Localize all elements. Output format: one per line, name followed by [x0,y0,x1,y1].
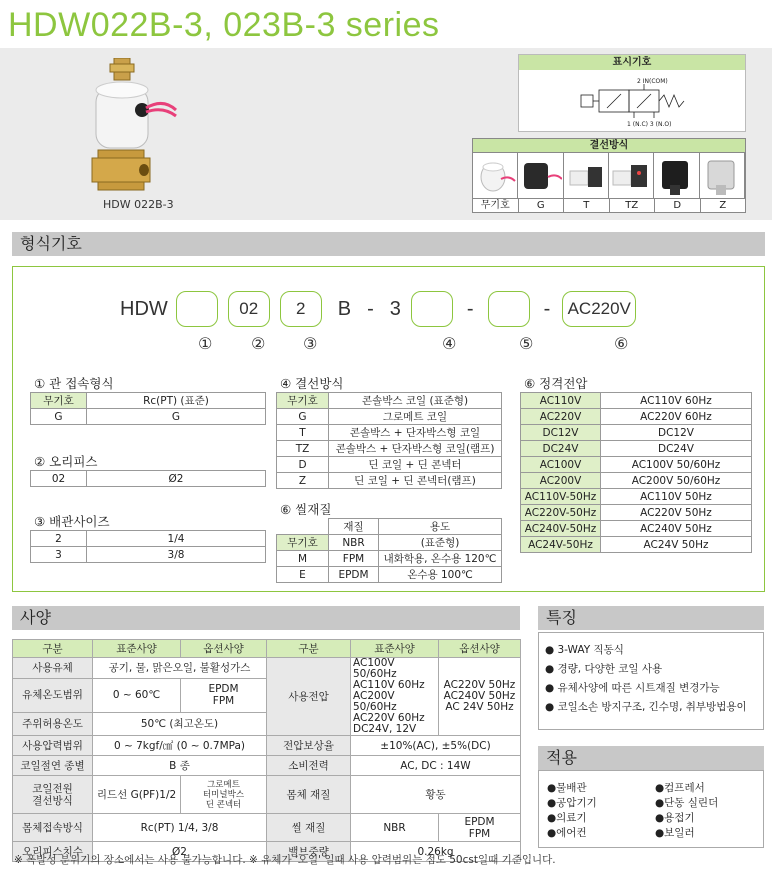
table-cell: 3 [31,547,87,563]
model-section-header: 형식기호 [12,232,765,256]
table-cell: Rc(PT) (표준) [87,393,266,409]
code-box-2: 02 [228,291,270,327]
table-cell: EPDM [329,567,379,583]
feature-item: ● 유체사양에 따른 시트재질 변경가능 [545,682,720,694]
table-cell: Ø2 [87,471,266,487]
table-cell: 온수용 100℃ [379,567,502,583]
connection-title: ① 관 접속형식 [34,376,114,391]
table-cell: AC220V 50Hz [601,505,752,521]
table-cell: 콘솔박스 + 단자박스형 코일 [329,425,502,441]
spec-value-cell: Rc(PT) 1/4, 3/8 [93,814,267,842]
application-item: ●컴프레서 [655,782,705,794]
table-cell: AC220V 60Hz [601,409,752,425]
table-cell: 무기호 [31,393,87,409]
code-box-3: 2 [280,291,322,327]
applications-box [538,770,764,848]
table-cell: M [277,551,329,567]
application-item: ●에어컨 [547,827,587,839]
wiring-method-title: ④ 결선방식 [280,376,344,391]
table-cell: 3/8 [87,547,266,563]
table-cell: (표준형) [379,535,502,551]
code-b: B [337,297,352,320]
table-cell: AC220V-50Hz [521,505,601,521]
table-cell: FPM [329,551,379,567]
table-cell: DC24V [521,441,601,457]
spec-value-cell: AC220V 50Hz AC240V 50Hz AC 24V 50Hz [439,658,521,736]
wiring-label: T [564,199,610,212]
wiring-image-tz [609,153,654,198]
spec-label-cell: 유체온도범위 [13,678,93,712]
model-code [120,290,636,328]
table-cell: AC240V-50Hz [521,521,601,537]
wiring-method-table [276,392,502,489]
spec-value-cell: NBR [351,814,439,842]
table-cell: 딘 코일 + 딘 콘넥터(램프) [329,473,502,489]
table-cell: G [87,409,266,425]
code-box-5 [488,291,530,327]
code-dash: - [367,297,374,320]
wiring-label: 무기호 [473,199,519,212]
symbol-label-top: 2 IN(COM) [637,78,668,85]
spec-label-cell: 전압보상율 [267,736,351,756]
wiring-image-g [518,153,563,198]
table-cell: AC24V-50Hz [521,537,601,553]
code-number: ⑥ [614,334,629,353]
table-cell: D [277,457,329,473]
code-box-6: AC220V [562,291,636,327]
spec-section-header: 사양 [12,606,520,630]
voltage-title: ⑥ 정격전압 [524,376,588,391]
spec-value-cell: EPDM FPM [181,678,267,712]
spec-value-cell: 공기, 물, 맑은오일, 불활성가스 [93,658,267,679]
seal-title: ⑥ 씰재질 [280,502,332,517]
application-item: ●용접기 [655,812,695,824]
feature-item: ● 코일소손 방지구조, 긴수명, 취부방법용이 [545,701,747,713]
spec-value-cell: AC, DC : 14W [351,756,521,776]
application-item: ●단동 실린더 [655,797,719,809]
orifice-table [30,470,266,487]
table-cell: AC110V 60Hz [601,393,752,409]
feature-item: ● 3-WAY 직동식 [545,644,624,656]
wiring-label: D [655,199,701,212]
spec-label-cell: 씰 재질 [267,814,351,842]
application-item: ●의료기 [547,812,587,824]
feature-item: ● 경량, 다양한 코일 사용 [545,663,663,675]
spec-label-cell: 사용전압 [267,658,351,736]
code-dash: - [466,297,474,320]
product-caption: HDW 022B-3 [103,198,174,211]
table-cell: DC24V [601,441,752,457]
spec-value-cell: AC100V 50/60Hz AC110V 60Hz AC200V 50/60Hz AC220V 60Hz DC24V, 12V [351,658,439,736]
spec-value-cell: 리드선 G(PF)1/2 [93,776,181,814]
spec-label-cell: 밸브중량 [267,842,351,862]
spec-label-cell: 몸체접속방식 [13,814,93,842]
table-cell: 2 [31,531,87,547]
wiring-image-standard [473,153,518,198]
pipe-size-title: ③ 배관사이즈 [34,514,110,529]
code-dash: - [543,297,551,320]
spec-value-cell: 황동 [351,776,521,814]
wiring-label: Z [719,200,727,211]
wiring-label: G [519,199,565,212]
table-cell: T [277,425,329,441]
voltage-table [520,392,752,553]
code-prefix: HDW [120,297,168,320]
spec-header-cell: 구분 [13,640,93,658]
application-item: ●보일러 [655,827,695,839]
wiring-images [473,153,745,199]
table-cell: 용도 [379,519,502,535]
spec-header-cell: 옵션사양 [439,640,521,658]
table-cell: DC12V [601,425,752,441]
spec-value-cell: EPDM FPM [439,814,521,842]
table-cell: AC110V-50Hz [521,489,601,505]
orifice-title: ② 오리피스 [34,454,98,469]
page-title: HDW022B-3, 023B-3 series [8,6,440,44]
spec-label-cell: 소비전력 [267,756,351,776]
spec-value-cell: ±10%(AC), ±5%(DC) [351,736,521,756]
symbol-panel [518,54,746,132]
wiring-image-z [700,153,745,198]
application-item: ●물배관 [547,782,587,794]
spec-header-cell: 표준사양 [93,640,181,658]
seal-table [276,518,502,583]
table-cell: E [277,567,329,583]
spec-table [12,639,521,862]
code-number: ② [251,334,266,353]
wiring-labels [473,199,745,212]
table-cell: AC200V 50/60Hz [601,473,752,489]
table-cell [277,519,329,535]
spec-value-cell: 그로메트 터미널박스 딘 콘넥터 [181,776,267,814]
spec-header-cell: 표준사양 [351,640,439,658]
spec-label-cell: 코일절연 종별 [13,756,93,776]
features-header: 특징 [538,606,764,630]
footnote: ※ 폭발성 분위기의 장소에서는 사용 불가능합니다. ※ 유체가 '오일' 일때 사용 압력범위는 점도 50cst일때 기준입니다. [14,854,556,866]
table-cell: 재질 [329,519,379,535]
table-cell: AC110V 50Hz [601,489,752,505]
code-number: ⑤ [519,334,534,353]
symbol-header: 표시기호 [519,55,745,70]
code-number: ③ [303,334,318,353]
table-cell: TZ [277,441,329,457]
table-cell: AC100V [521,457,601,473]
table-cell: NBR [329,535,379,551]
table-cell: 1/4 [87,531,266,547]
code-box-4 [411,291,453,327]
code-number: ① [198,334,213,353]
application-item: ●공압기기 [547,797,597,809]
table-cell: AC200V [521,473,601,489]
table-cell: AC24V 50Hz [601,537,752,553]
applications-header: 적용 [538,746,764,770]
symbol-label-bottom: 1 (N.C) 3 (N.O) [627,121,672,128]
code-three: 3 [389,297,401,320]
table-cell: DC12V [521,425,601,441]
table-cell: 콘솔박스 + 단자박스형 코일(램프) [329,441,502,457]
table-cell: AC240V 50Hz [601,521,752,537]
table-cell: 02 [31,471,87,487]
table-cell: 콘솔박스 코일 (표준형) [329,393,502,409]
table-cell: 무기호 [277,393,329,409]
table-cell: Z [277,473,329,489]
spec-header-cell: 옵션사양 [181,640,267,658]
spec-value-cell: Ø2 [93,842,267,862]
valve-symbol-diagram [519,70,745,130]
spec-value-cell: 0 ~ 60℃ [93,678,181,712]
table-cell: AC100V 50/60Hz [601,457,752,473]
pipe-size-table [30,530,266,563]
table-cell: 내화학용, 온수용 120℃ [379,551,502,567]
wiring-header: 결선방식 [473,139,745,153]
spec-value-cell: 0.26kg [351,842,521,862]
wiring-image-d [654,153,699,198]
spec-header-cell: 구분 [267,640,351,658]
wiring-image-t [564,153,609,198]
code-number: ④ [442,334,457,353]
table-cell: 딘 코일 + 딘 콘넥터 [329,457,502,473]
wiring-panel [472,138,746,213]
spec-label-cell: 몸체 재질 [267,776,351,814]
spec-label-cell: 코일전원 결선방식 [13,776,93,814]
table-cell: AC220V [521,409,601,425]
wiring-label: TZ [610,199,656,212]
table-cell: 그로메트 코일 [329,409,502,425]
spec-value-cell: 0 ~ 7kgf/㎠ (0 ~ 0.7MPa) [93,736,267,756]
spec-value-cell: 50℃ (최고온도) [93,713,267,736]
table-cell: AC110V [521,393,601,409]
connection-table [30,392,266,425]
spec-label-cell: 오리피스치수 [13,842,93,862]
features-box [538,632,764,730]
spec-label-cell: 사용유체 [13,658,93,679]
table-cell: G [277,409,329,425]
valve-image [88,58,178,198]
spec-value-cell: B 종 [93,756,267,776]
spec-label-cell: 주위허용온도 [13,713,93,736]
spec-label-cell: 사용압력범위 [13,736,93,756]
table-cell: 무기호 [277,535,329,551]
code-box-1 [176,291,218,327]
table-cell: G [31,409,87,425]
